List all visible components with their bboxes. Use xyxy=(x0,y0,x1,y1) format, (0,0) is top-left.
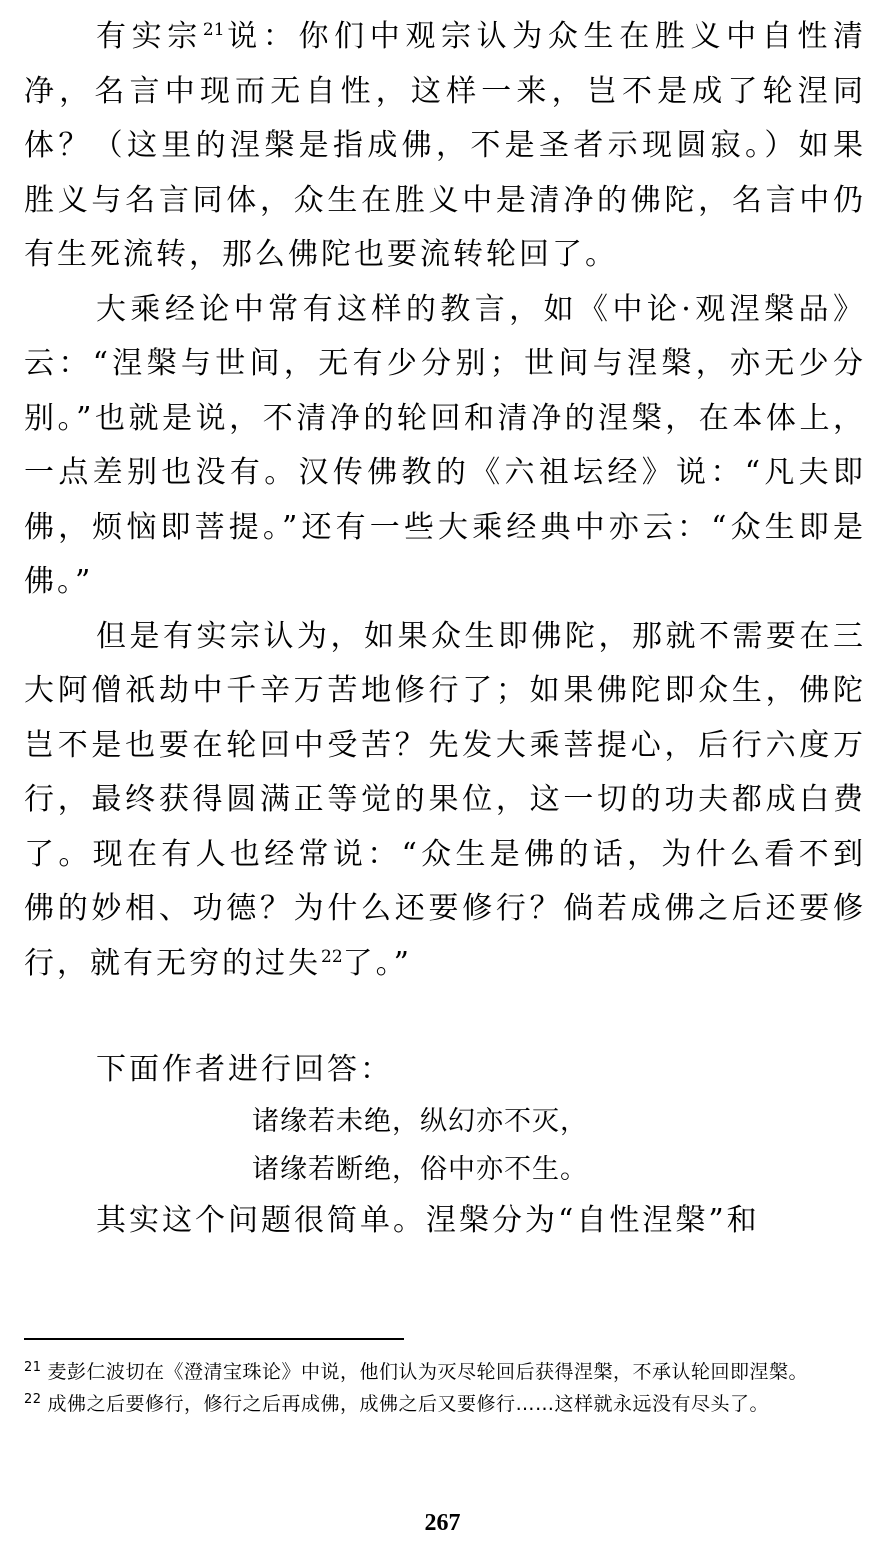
paragraph-1-text-a: 有实宗 xyxy=(96,19,203,54)
paragraph-4: 下面作者进行回答： xyxy=(96,1052,393,1087)
footnote-22-number: 22 xyxy=(24,1391,42,1407)
page-number: 267 xyxy=(424,1510,461,1536)
paragraph-1-text-b: 说：你们中观宗认为众生在胜义中自性清净，名言中现而无自性，这样一来，岂不是成了轮涅同体？（这里的涅槃是指成佛，不是圣者示现圆寂。）如果胜义与名言同体，众生在胜义中是清净的佛陀，名言中仍有生死流转，那么佛陀也要流转轮回了。 xyxy=(24,19,867,272)
footnote-21-number: 21 xyxy=(24,1359,42,1375)
paragraph-5: 其实这个问题很简单。涅槃分为“自性涅槃”和 xyxy=(96,1202,760,1238)
main-text xyxy=(24,10,866,1248)
footnote-ref-22[interactable]: 22 xyxy=(321,946,343,967)
footnote-divider xyxy=(24,1338,404,1340)
verse-line-2: 诸缘若断绝，俗中亦不生。 xyxy=(252,1153,588,1185)
footnote-ref-21[interactable]: 21 xyxy=(202,20,225,40)
paragraph-spacer xyxy=(24,991,866,1043)
footnotes xyxy=(24,1356,866,1420)
verse-line-1: 诸缘若未绝，纵幻亦不灭， xyxy=(252,1105,588,1137)
paragraph-3-text-b: 了。” xyxy=(342,945,412,981)
paragraph-3-text-a: 但是有实宗认为，如果众生即佛陀，那就不需要在三大阿僧祇劫中千辛万苦地修行了；如果佛陀即众生，佛陀岂不是也要在轮回中受苦？先发大乘菩提心，后行六度万行，最终获得圆满正等觉的果位，这一切的功夫都成白费了。现在有人也经常说：“众生是佛的话，为什么看不到佛的妙相、功德？为什么还要修行？倘若成佛之后还要修行，就有无穷的过失 xyxy=(24,618,866,981)
paragraph-1 xyxy=(24,10,866,283)
footnote-22-text: 成佛之后要修行，修行之后再成佛，成佛之后又要修行……这样就永远没有尽头了。 xyxy=(47,1393,770,1415)
footnote-21 xyxy=(24,1356,866,1388)
paragraph-2: 大乘经论中常有这样的教言，如《中论·观涅槃品》云：“涅槃与世间，无有少分别；世间与涅槃，亦无少分别。”也就是说，不清净的轮回和清净的涅槃，在本体上，一点差别也没有。汉传佛教的《六祖坛经》说：“凡夫即佛，烦恼即菩提。”还有一些大乘经典中亦云：“众生即是佛。” xyxy=(24,291,866,599)
footnote-21-text: 麦彭仁波切在《澄清宝珠论》中说，他们认为灭尽轮回后获得涅槃，不承认轮回即涅槃。 xyxy=(47,1361,809,1383)
paragraph-3 xyxy=(24,610,866,992)
footnote-22 xyxy=(24,1388,866,1420)
